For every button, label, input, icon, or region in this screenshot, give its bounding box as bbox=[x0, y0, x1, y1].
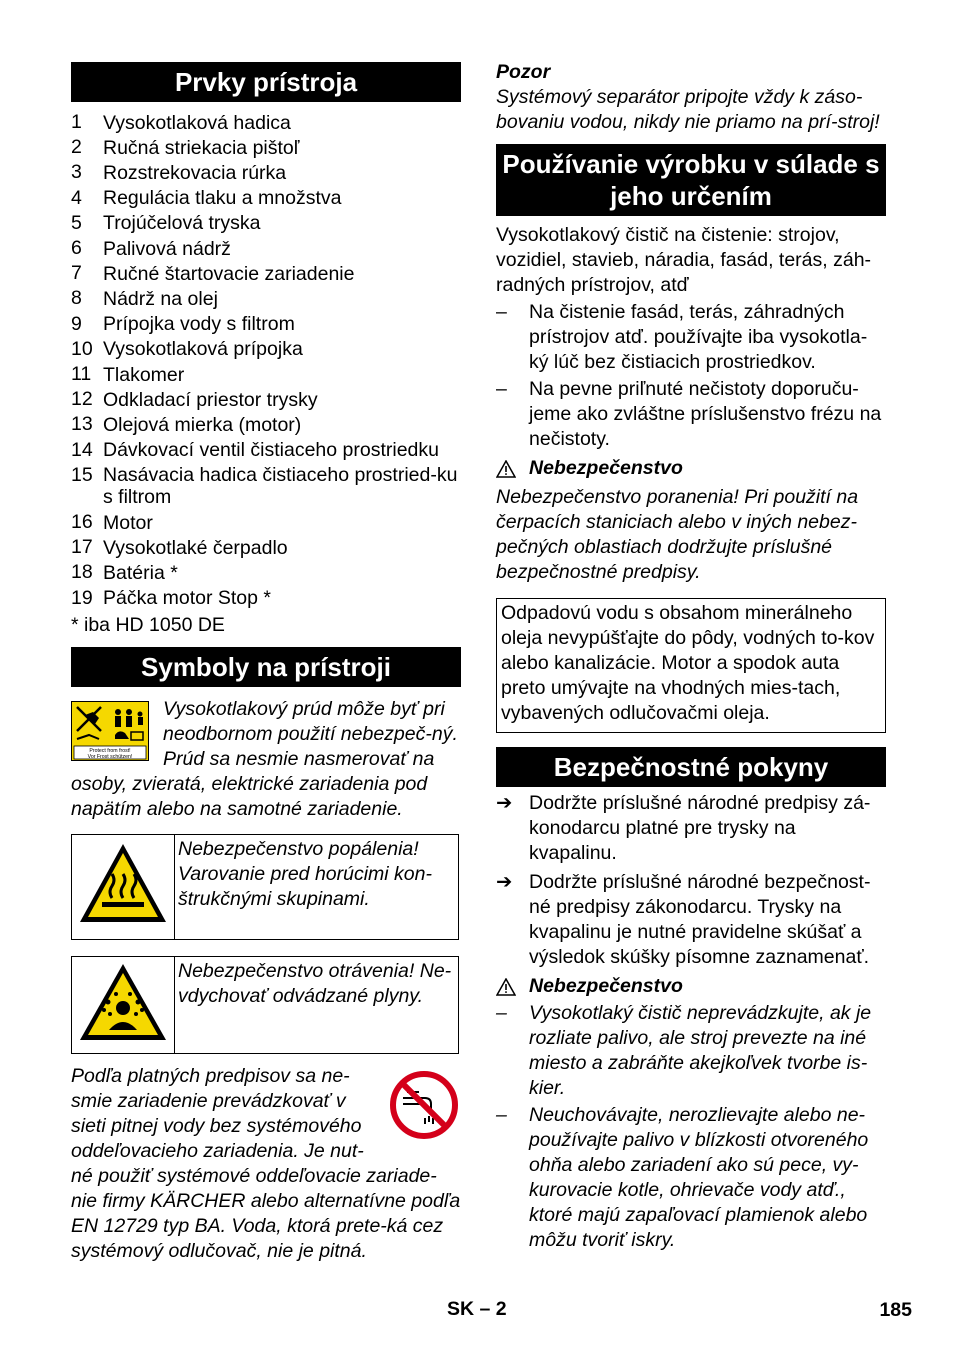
caution-text: Systémový separátor pripojte vždy k záso-bovaniu vodou, nikdy nie priamo na prí-stroj! bbox=[496, 86, 880, 133]
section-heading-symbols: Symboly na prístroji bbox=[71, 647, 461, 687]
warning-triangle-icon bbox=[496, 978, 516, 996]
safety-list bbox=[496, 791, 886, 970]
intended-use-text: Vysokotlakový čistič na čistenie: strojov, vozidiel, stavieb, náradia, fasád, terás, záh-radných prístrojov, atď bbox=[496, 224, 872, 296]
elements-item-number: 18 bbox=[71, 561, 93, 584]
elements-item-text: Vysokotlaková prípojka bbox=[103, 338, 303, 361]
hot-surface-warning-icon bbox=[76, 840, 170, 928]
symbol-highpressure-text: Vysokotlakový prúd môže byť pri neodbornom použití nebezpeč-ný. Prúd sa nesmie nasmerovať na osoby, zvieratá, elektrické zariadenia pod napätím alebo na samotné zariadenie. bbox=[71, 697, 458, 820]
safety-marker: ➔ bbox=[496, 871, 513, 893]
elements-list-item bbox=[71, 110, 461, 135]
elements-list-item bbox=[71, 586, 461, 611]
elements-item-text: Nádrž na olej bbox=[103, 288, 218, 311]
elements-item-text: Olejová mierka (motor) bbox=[103, 414, 302, 437]
intended-use-item bbox=[496, 377, 886, 452]
intended-use-marker: – bbox=[496, 301, 507, 323]
intended-use-marker: – bbox=[496, 378, 507, 400]
intended-use-list bbox=[496, 300, 886, 452]
burn-hazard-text: Nebezpečenstvo popálenia! Varovanie pred horúcimi kon-štrukčnými skupinami. bbox=[175, 834, 459, 939]
elements-item-text: Batéria * bbox=[103, 562, 178, 585]
elements-item-text: Dávkovací ventil čistiaceho prostriedku bbox=[103, 439, 439, 462]
oil-waste-notice-text: Odpadovú vodu s obsahom minerálneho oleja nevypúšťajte do pôdy, vodných to-kov alebo kanalizácie. Motor a spodok auta preto umývajte na vhodných mies-tach, vybavených odlučovačmi oleja. bbox=[501, 602, 875, 724]
danger2-text: Vysokotlaký čistič neprevádzkujte, ak je rozliate palivo, ale stroj prevezte na iné miesto a zabráňte akejkoľvek tvorbe is-kier. bbox=[529, 1002, 872, 1099]
frost-label-2: Vor Frost schützen! bbox=[87, 753, 133, 760]
elements-item-number: 5 bbox=[71, 211, 82, 234]
elements-item-number: 9 bbox=[71, 312, 82, 335]
section-heading-elements: Prvky prístroja bbox=[71, 62, 461, 102]
poison-hazard-pic-cell bbox=[72, 956, 175, 1053]
elements-list-item bbox=[71, 412, 461, 437]
safety-text: Dodržte príslušné národné predpisy zá-konodarcu platné pre trysky na kvapalinu. bbox=[529, 792, 871, 864]
elements-footnote: * iba HD 1050 DE bbox=[71, 613, 225, 636]
toxic-fumes-warning-icon bbox=[76, 960, 170, 1044]
elements-item-text: Regulácia tlaku a množstva bbox=[103, 187, 342, 210]
danger2-marker: – bbox=[496, 1104, 507, 1126]
elements-item-text: Vysokotlaké čerpadlo bbox=[103, 536, 288, 559]
elements-item-text: Ručná striekacia pištoľ bbox=[103, 136, 300, 159]
elements-item-number: 4 bbox=[71, 186, 82, 209]
danger2-heading bbox=[496, 974, 886, 999]
right-column bbox=[496, 62, 886, 1253]
intended-use-item bbox=[496, 300, 886, 375]
elements-list-item bbox=[71, 186, 461, 211]
elements-item-text: Trojúčelová tryska bbox=[103, 212, 261, 235]
section-heading-safety: Bezpečnostné pokyny bbox=[496, 747, 886, 787]
elements-list-item bbox=[71, 135, 461, 160]
elements-item-number: 17 bbox=[71, 536, 93, 559]
elements-list-item bbox=[71, 261, 461, 286]
elements-item-number: 8 bbox=[71, 287, 82, 310]
elements-list-item bbox=[71, 438, 461, 463]
elements-list-item bbox=[71, 560, 461, 585]
elements-item-text: Vysokotlaková hadica bbox=[103, 111, 291, 134]
elements-item-number: 15 bbox=[71, 463, 93, 486]
elements-item-number: 2 bbox=[71, 136, 82, 159]
elements-list-item bbox=[71, 286, 461, 311]
elements-item-number: 13 bbox=[71, 413, 93, 436]
danger2-text: Neuchovávajte, nerozlievajte alebo ne-používajte palivo v blízkosti otvoreného ohňa alebo zariadení ako sú pece, vy-kurovacie kotle, ohrievače vody atď., ktoré majú zapaľovací plamienok alebo môžu tvoriť iskry. bbox=[529, 1104, 869, 1251]
elements-list-item bbox=[71, 337, 461, 362]
elements-item-number: 19 bbox=[71, 586, 93, 609]
elements-item-text: Tlakomer bbox=[103, 363, 185, 386]
elements-item-number: 3 bbox=[71, 161, 82, 184]
caution-title: Pozor bbox=[496, 61, 551, 83]
frost-label-1: Protect from frost! bbox=[89, 747, 131, 754]
elements-item-text: Rozstrekovacia rúrka bbox=[103, 162, 287, 184]
safety-text: Dodržte príslušné národné bezpečnost-né predpisy zákonodarcu. Trysky na kvapalinu je nutné pravidelne skúšať a výsledok skúšky písomne zaznamenať. bbox=[529, 871, 871, 968]
intended-use-text: Na pevne priľnuté nečistoty doporuču-jeme ako zvláštne príslušenstvo frézu na nečistoty. bbox=[529, 378, 882, 450]
drinking-water-text: Podľa platných predpisov sa ne-smie zariadenie prevádzkovať v sieti pitnej vody bez systémového oddeľovacieho zariadenia. Je nut-né použiť systémové oddeľovacie zariade-nie firmy KÄRCHER alebo alternatívne podľa EN 12729 typ BA. Voda, ktorá prete-ká cez systémový odlučovač, nie je pitná. bbox=[71, 1064, 461, 1262]
warning-triangle-icon bbox=[496, 460, 516, 478]
elements-item-text: Nasávacia hadica čistiaceho prostried-ku s filtrom bbox=[103, 464, 458, 509]
elements-item-number: 1 bbox=[71, 111, 82, 133]
elements-item-text: Ručné štartovacie zariadenie bbox=[103, 262, 355, 285]
poison-hazard-table bbox=[71, 956, 459, 1054]
danger-text: Nebezpečenstvo poranenia! Pri použití na čerpacích staniciach alebo v iných nebez-pečných oblastiach dodržujte príslušné bezpečnostné predpisy. bbox=[496, 486, 859, 583]
elements-list-item bbox=[71, 510, 461, 535]
elements-item-number: 6 bbox=[71, 237, 82, 260]
elements-item-text: Motor bbox=[103, 511, 153, 534]
no-drinking-water-icon bbox=[389, 1068, 459, 1142]
elements-list-item bbox=[71, 387, 461, 412]
elements-list-item bbox=[71, 362, 461, 387]
section-heading-intended-use: Používanie výrobku v súlade s jeho určením bbox=[496, 144, 886, 216]
elements-item-text: Páčka motor Stop * bbox=[103, 587, 271, 610]
danger2-label: Nebezpečenstvo bbox=[529, 975, 683, 997]
burn-hazard-table bbox=[71, 834, 459, 940]
danger-heading bbox=[496, 456, 886, 481]
elements-item-number: 7 bbox=[71, 262, 82, 285]
poison-hazard-text: Nebezpečenstvo otrávenia! Ne-vdychovať odvádzané plyny. bbox=[175, 956, 459, 1053]
elements-item-text: Palivová nádrž bbox=[103, 237, 231, 260]
burn-hazard-pic-cell bbox=[72, 834, 175, 939]
danger2-item bbox=[496, 1001, 886, 1101]
elements-list-item bbox=[71, 463, 461, 510]
safety-item bbox=[496, 870, 886, 970]
elements-list-item bbox=[71, 236, 461, 261]
drinking-water-notice bbox=[71, 1064, 461, 1264]
danger2-list bbox=[496, 1001, 886, 1253]
elements-list-item bbox=[71, 160, 461, 185]
left-column bbox=[71, 62, 461, 1264]
elements-item-text: Odkladací priestor trysky bbox=[103, 388, 318, 411]
elements-item-number: 16 bbox=[71, 511, 93, 534]
footer-language-page: SK – 2 bbox=[447, 1298, 507, 1320]
safety-marker: ➔ bbox=[496, 792, 513, 814]
oil-waste-notice-box bbox=[496, 598, 886, 733]
elements-item-text: Prípojka vody s filtrom bbox=[103, 313, 295, 336]
elements-list-item bbox=[71, 211, 461, 236]
elements-list bbox=[71, 110, 461, 611]
intended-use-text: Na čistenie fasád, terás, záhradných prístrojov atď. používajte iba vysokotla-ký lúč bez čistiacich prostriedkov. bbox=[529, 301, 868, 373]
safety-item bbox=[496, 791, 886, 866]
elements-item-number: 14 bbox=[71, 438, 93, 461]
danger2-item bbox=[496, 1103, 886, 1253]
symbol-highpressure bbox=[71, 697, 461, 822]
danger2-marker: – bbox=[496, 1002, 507, 1024]
page-number: 185 bbox=[879, 1299, 912, 1321]
elements-list-item bbox=[71, 535, 461, 560]
high-pressure-warning-icon bbox=[71, 701, 149, 761]
danger-label: Nebezpečenstvo bbox=[529, 457, 683, 479]
elements-item-number: 11 bbox=[71, 363, 92, 386]
elements-item-number: 10 bbox=[71, 337, 93, 360]
elements-item-number: 12 bbox=[71, 388, 93, 411]
elements-list-item bbox=[71, 312, 461, 337]
